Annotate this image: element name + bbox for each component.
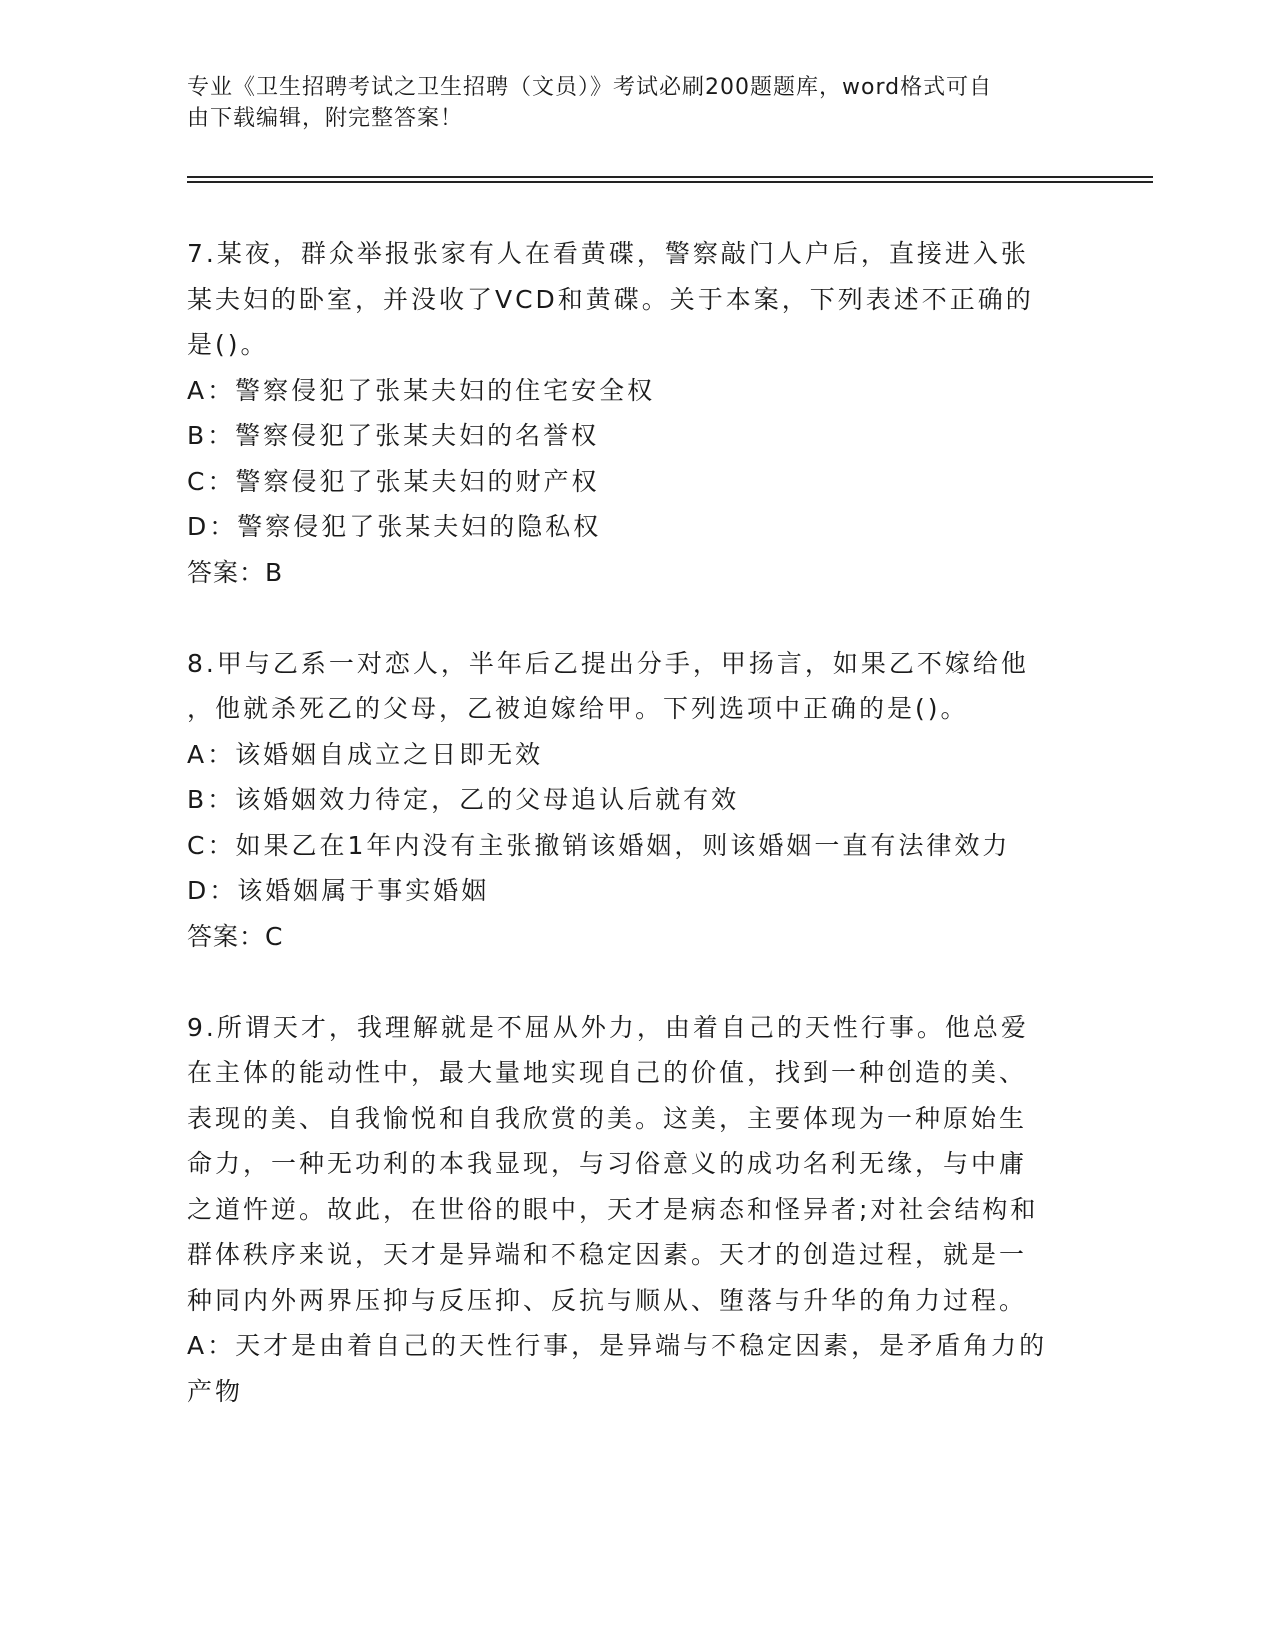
option-a: A：天才是由着自己的天性行事，是异端与不稳定因素，是矛盾角力的: [187, 1331, 1048, 1360]
header-line: 由下载编辑，附完整答案！: [187, 106, 464, 131]
question-stem-line: ，他就杀死乙的父母，乙被迫嫁给甲。下列选项中正确的是()。: [187, 694, 969, 723]
option-a: A：该婚姻自成立之日即无效: [187, 739, 544, 769]
question-stem-line: 在主体的能动性中，最大量地实现自己的价值，找到一种创造的美、: [187, 1058, 1028, 1087]
question-stem-line: 命力，一种无功利的本我显现，与习俗意义的成功名利无缘，与中庸: [187, 1149, 1028, 1178]
answer-line: 答案：B: [187, 557, 284, 587]
question-7: [187, 231, 1087, 595]
header-divider-top: [187, 176, 1153, 178]
question-stem-line: 9.所谓天才，我理解就是不屈从外力，由着自己的天性行事。他总爱: [187, 1012, 1029, 1042]
question-spacer: [187, 595, 1087, 641]
option-a-continued: 产物: [187, 1376, 244, 1406]
question-stem-line: 是()。: [187, 330, 269, 359]
option-d: D：该婚姻属于事实婚姻: [187, 876, 490, 905]
option-c: C：警察侵犯了张某夫妇的财产权: [187, 466, 600, 496]
question-stem-line: 之道忤逆。故此，在世俗的眼中，天才是病态和怪异者;对社会结构和: [187, 1194, 1039, 1224]
option-a: A：警察侵犯了张某夫妇的住宅安全权: [187, 375, 656, 405]
question-spacer: [187, 959, 1087, 1005]
question-stem-line: 8.甲与乙系一对恋人，半年后乙提出分手，甲扬言，如果乙不嫁给他: [187, 648, 1029, 678]
question-stem-line: 种同内外两界压抑与反压抑、反抗与顺从、堕落与升华的角力过程。: [187, 1285, 1028, 1315]
header-divider-bottom: [187, 181, 1153, 183]
document-header: [187, 72, 1067, 134]
question-stem-line: 某夫妇的卧室，并没收了VCD和黄碟。关于本案，下列表述不正确的: [187, 284, 1034, 314]
option-b: B：该婚姻效力待定，乙的父母追认后就有效: [187, 785, 740, 814]
question-stem-line: 7.某夜，群众举报张家有人在看黄碟，警察敲门人户后，直接进入张: [187, 239, 1029, 268]
option-b: B：警察侵犯了张某夫妇的名誉权: [187, 421, 600, 450]
option-d: D：警察侵犯了张某夫妇的隐私权: [187, 512, 602, 541]
header-line: 专业《卫生招聘考试之卫生招聘（文员）》考试必刷200题题库，word格式可自: [187, 75, 993, 100]
question-9: [187, 1005, 1087, 1415]
answer-line: 答案：C: [187, 921, 284, 951]
option-c: C：如果乙在1年内没有主张撤销该婚姻，则该婚姻一直有法律效力: [187, 830, 1011, 860]
question-list: [187, 231, 1087, 1414]
question-stem-line: 群体秩序来说，天才是异端和不稳定因素。天才的创造过程，就是一: [187, 1240, 1028, 1269]
question-8: [187, 641, 1087, 960]
question-stem-line: 表现的美、自我愉悦和自我欣赏的美。这美，主要体现为一种原始生: [187, 1103, 1028, 1133]
